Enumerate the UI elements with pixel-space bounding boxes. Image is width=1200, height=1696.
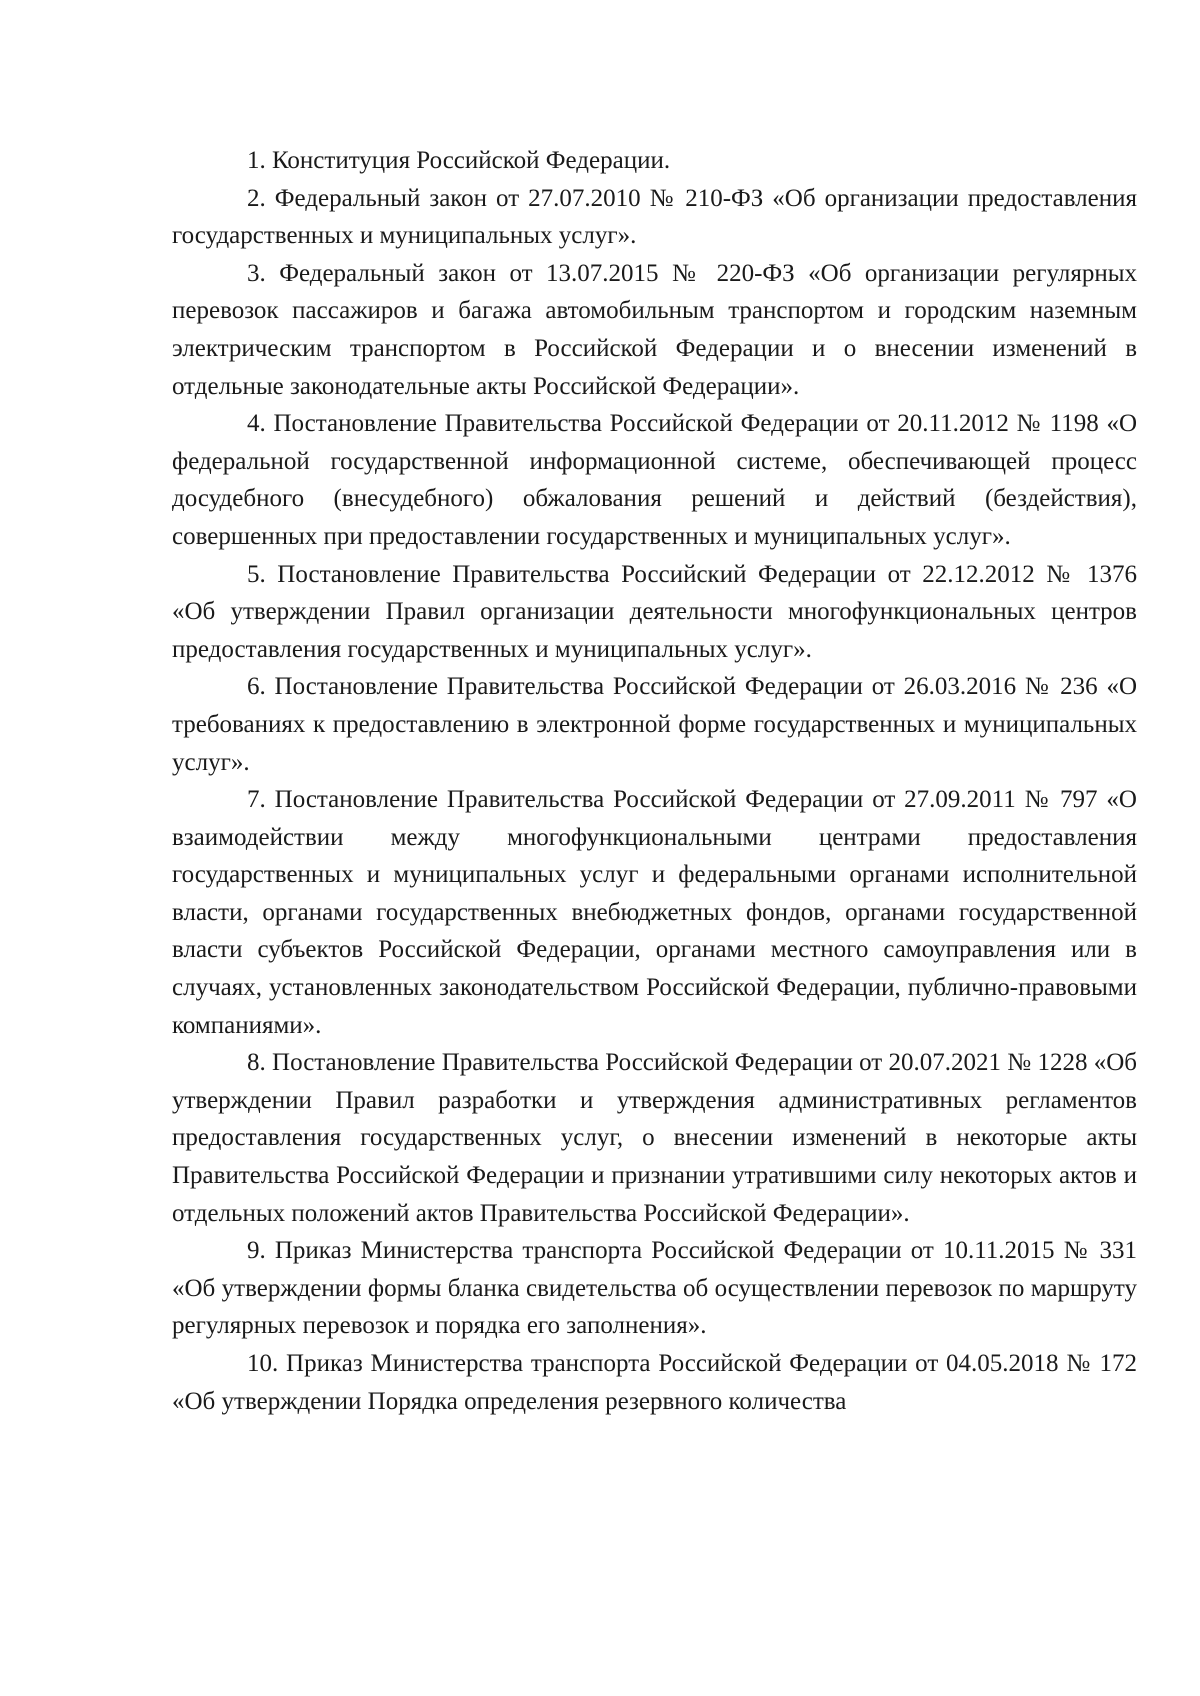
list-item: 6. Постановление Правительства Российской Федерации от 26.03.2016 № 236 «О требованиях к предоставлению в электронной форме государственных и муниципальных услуг». — [172, 673, 1137, 776]
list-item: 3. Федеральный закон от 13.07.2015 № 220-ФЗ «Об организации регулярных перевозок пассажиров и багажа автомобильным транспортом и городским наземным электрическим транспортом в Российской Федерации и о внесении изменений в отдельные законодательные акты Российской Федерации». — [172, 259, 1137, 400]
list-item: 5. Постановление Правительства Российский Федерации от 22.12.2012 № 1376 «Об утверждении Правил организации деятельности многофункциональных центров предоставления государственных и муниципальных услуг». — [172, 560, 1137, 663]
list-item: 2. Федеральный закон от 27.07.2010 № 210-ФЗ «Об организации предоставления государственных и муниципальных услуг». — [172, 184, 1137, 250]
list-item: 10. Приказ Министерства транспорта Российской Федерации от 04.05.2018 № 172 «Об утверждении Порядка определения резервного количества — [172, 1350, 1137, 1415]
legal-acts-list — [172, 142, 1137, 1420]
list-item: 9. Приказ Министерства транспорта Российской Федерации от 10.11.2015 № 331 «Об утверждении формы бланка свидетельства об осуществлении перевозок по маршруту регулярных перевозок и порядка его заполнения». — [172, 1237, 1137, 1340]
list-item: 7. Постановление Правительства Российской Федерации от 27.09.2011 № 797 «О взаимодействии между многофункциональными центрами предоставления государственных и муниципальных услуг и федеральными органами исполнительной власти, органами государственных внебюджетных фондов, органами государственной власти субъектов Российской Федерации, органами местного самоуправления или в случаях, установленных законодательством Российской Федерации, публично-правовыми компаниями». — [172, 786, 1137, 1039]
list-item: 8. Постановление Правительства Российской Федерации от 20.07.2021 № 1228 «Об утверждении Правил разработки и утверждения административных регламентов предоставления государственных услуг, о внесении изменений в некоторые акты Правительства Российской Федерации и признании утратившими силу некоторых актов и отдельных положений актов Правительства Российской Федерации». — [172, 1049, 1137, 1227]
list-item: 1. Конституция Российской Федерации. — [247, 147, 671, 174]
list-item: 4. Постановление Правительства Российской Федерации от 20.11.2012 № 1198 «О федеральной государственной информационной системе, обеспечивающей процесс досудебного (внесудебного) обжалования решений и действий (бездействия), совершенных при предоставлении государственных и муниципальных услуг». — [172, 410, 1137, 550]
